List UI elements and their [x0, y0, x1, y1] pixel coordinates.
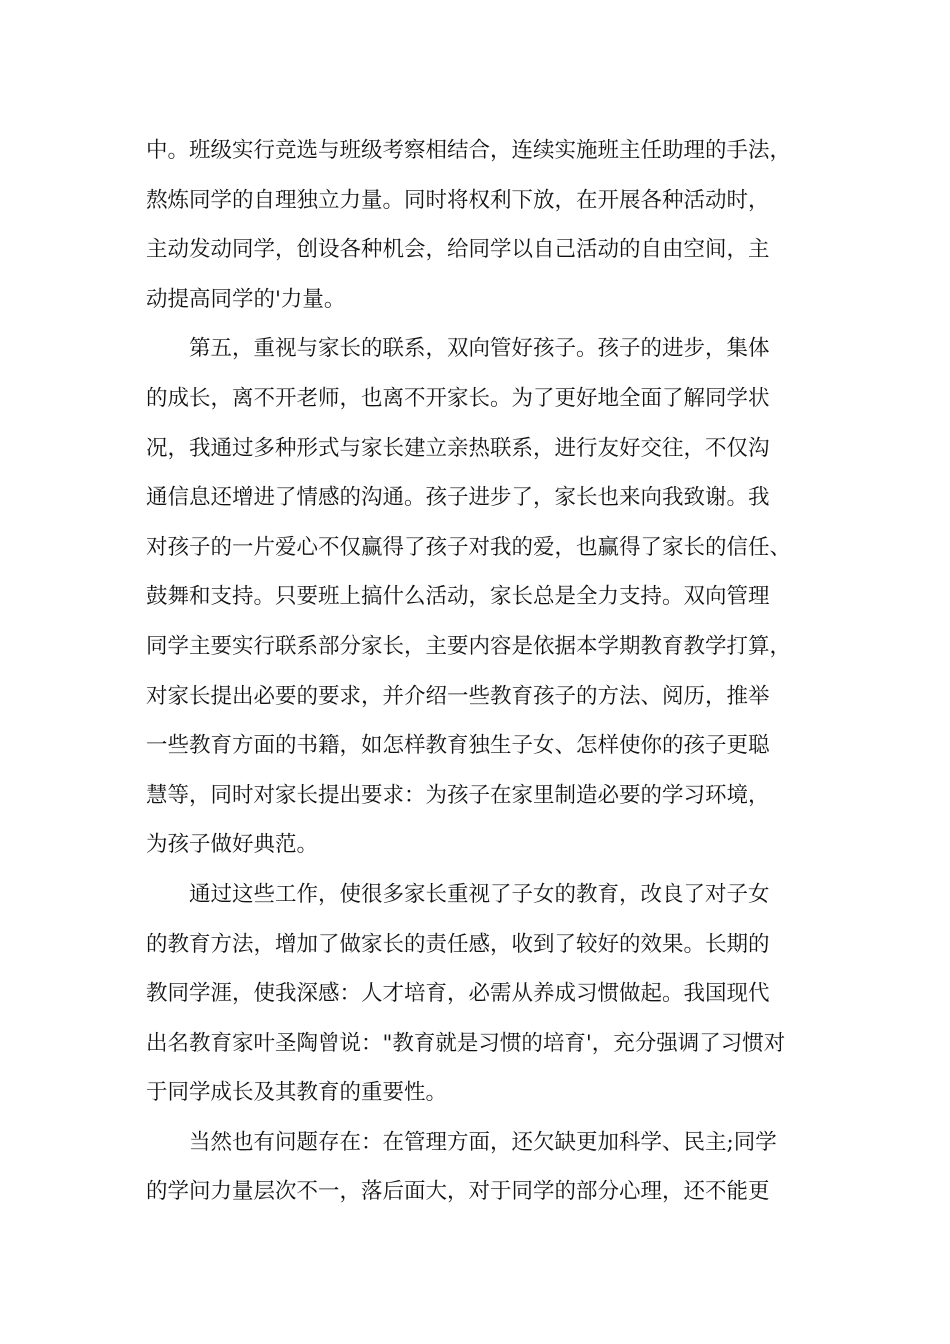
- text-line: 慧等，同时对家长提出要求：为孩子在家里制造必要的学习环境，: [146, 782, 770, 808]
- paragraph-start-line: 当然也有问题存在：在管理方面，还欠缺更加科学、民主;同学: [189, 1129, 777, 1155]
- paragraph-start-line: 通过这些工作，使很多家长重视了子女的教育，改良了对子女: [189, 881, 770, 907]
- text-line: 熬炼同学的自理独立力量。同时将权利下放，在开展各种活动时，: [146, 187, 770, 213]
- text-line: 对孩子的一片爱心不仅赢得了孩子对我的爱，也赢得了家长的信任、: [146, 534, 792, 560]
- text-line: 于同学成长及其教育的重要性。: [146, 1080, 448, 1106]
- text-line: 为孩子做好典范。: [146, 832, 319, 858]
- text-line: 鼓舞和支持。只要班上搞什么活动，家长总是全力支持。双向管理: [146, 584, 770, 610]
- paragraph-start-line: 第五，重视与家长的联系，双向管好孩子。孩子的进步，集体: [189, 336, 770, 362]
- text-line: 主动发动同学，创设各种机会，给同学以自己活动的自由空间，主: [146, 237, 770, 263]
- text-line: 中。班级实行竞选与班级考察相结合，连续实施班主任助理的手法，: [146, 138, 792, 163]
- text-line: 况，我通过多种形式与家长建立亲热联系，进行友好交往，不仅沟: [146, 435, 770, 461]
- text-line: 通信息还增进了情感的沟通。孩子进步了，家长也来向我致谢。我: [146, 485, 770, 511]
- text-line: 的学问力量层次不一，落后面大，对于同学的部分心理，还不能更: [146, 1179, 770, 1205]
- text-line: 的教育方法，增加了做家长的责任感，收到了较好的效果。长期的: [146, 931, 770, 957]
- text-line: 的成长，离不开老师，也离不开家长。为了更好地全面了解同学状: [146, 385, 770, 411]
- text-line: 动提高同学的'力量。: [146, 286, 346, 312]
- document-body: [146, 126, 826, 1217]
- text-line: 对家长提出必要的要求，并介绍一些教育孩子的方法、阅历，推举: [146, 683, 770, 709]
- text-line: 同学主要实行联系部分家长，主要内容是依据本学期教育教学打算，: [146, 633, 792, 659]
- text-line: 出名教育家叶圣陶曾说："教育就是习惯的培育'，充分强调了习惯对: [146, 1030, 786, 1056]
- text-line: 一些教育方面的书籍，如怎样教育独生子女、怎样使你的孩子更聪: [146, 733, 770, 759]
- text-line: 教同学涯，使我深感：人才培育，必需从养成习惯做起。我国现代: [146, 981, 770, 1007]
